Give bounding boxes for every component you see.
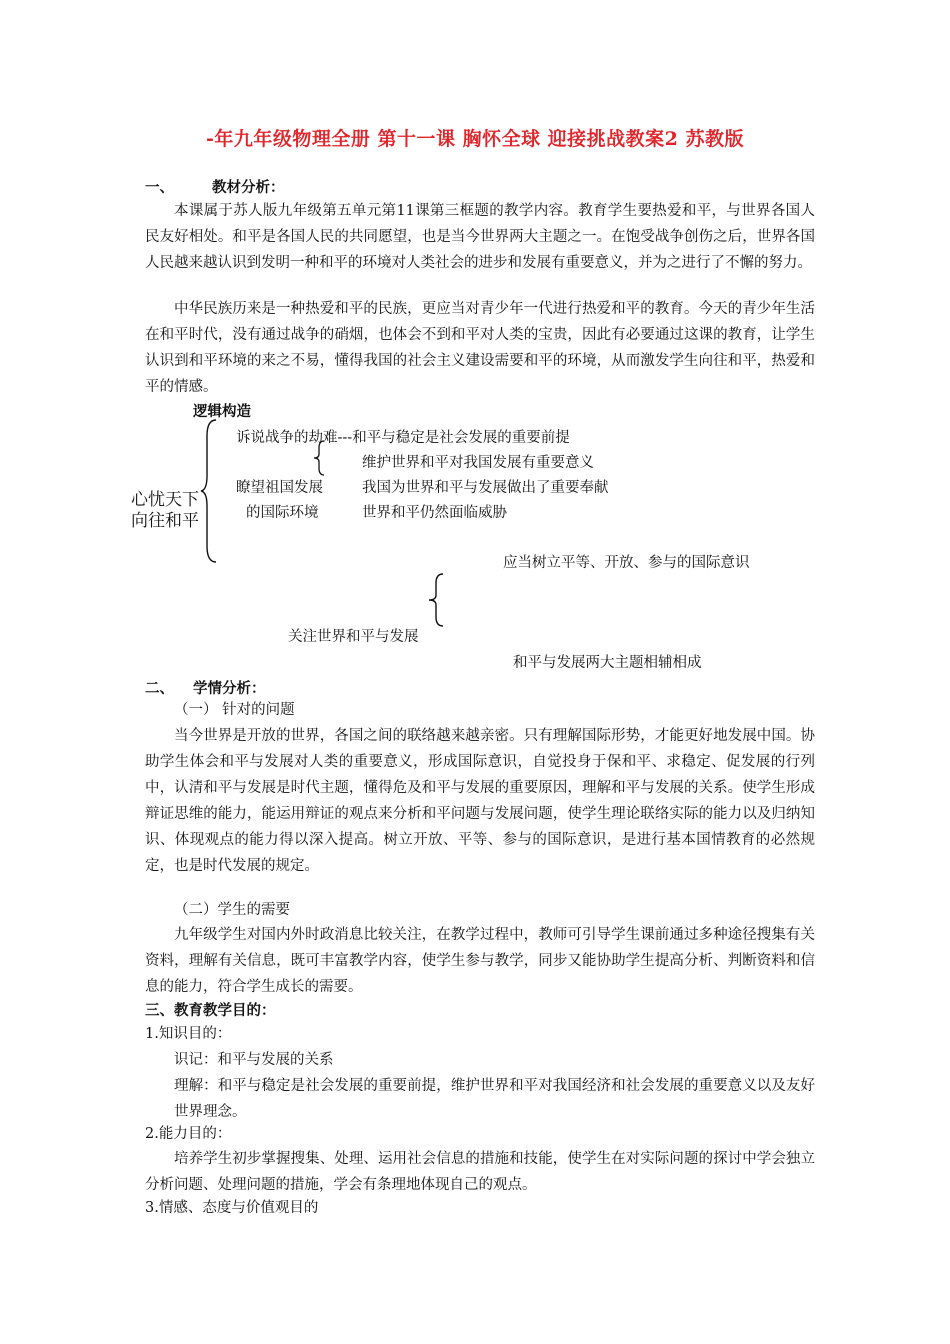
- small-brace-icon: [313, 440, 327, 476]
- logic-root: [131, 490, 199, 532]
- logic-root-line2: 向往和平: [131, 511, 199, 531]
- brace-icon: [428, 573, 446, 627]
- section3-item2-heading: 2.能力目的：: [145, 1126, 232, 1142]
- section1-paragraph2: 中华民族历来是一种热爱和平的民族，更应当对青少年一代进行热爱和平的教育。今天的青少年生活在和平时代，没有通过战争的硝烟，也体会不到和平对人类的宝贵，因此有必要通过这课的教育，让学生认识到和平环境的来之不易，懂得我国的社会主义建设需要和平的环境，从而激发学生向往和平，热爱和平的情感。: [145, 301, 815, 395]
- logic-sub2: 我国为世界和平与发展做出了重要奉献: [362, 480, 609, 496]
- section2-sub1-paragraph: 当今世界是开放的世界，各国之间的联络越来越亲密。只有理解国际形势，才能更好地发展中国。协助学生体会和平与发展对人类的重要意义，形成国际意识，自觉投身于保和平、求稳定、促发展的行列中，认清和平与发展是时代主题，懂得危及和平与发展的重要原因，理解和平与发展的关系。使学生形成辩证思维的能力，能运用辩证的观点来分析和平问题与发展问题，使学生理论联络实际的能力以及归纳知识、体现观点的能力得以深入提高。树立开放、平等、参与的国际意识，是进行基本国情教育的必然规定，也是时代发展的规定。: [145, 728, 815, 874]
- logic-item2-line1: 瞭望祖国发展: [236, 480, 323, 496]
- logic-root-line1: 心忧天下: [131, 490, 199, 510]
- section3-item1-heading: 1.知识目的：: [145, 1026, 232, 1042]
- section1-heading: 教材分析：: [212, 179, 285, 196]
- page-title: -年九年级物理全册 第十一课 胸怀全球 迎接挑战教案2 苏教版: [205, 128, 745, 150]
- section3-item3-heading: 3.情感、态度与价值观目的: [145, 1200, 319, 1216]
- logic-sub5: 和平与发展两大主题相辅相成: [513, 655, 702, 671]
- logic-sub4: 应当树立平等、开放、参与的国际意识: [503, 555, 750, 571]
- logic-heading: 逻辑构造: [193, 403, 251, 420]
- section3-item1-line2-wrap: [174, 1073, 815, 1125]
- section2-number: 二、: [145, 680, 174, 697]
- logic-item1: 诉说战争的劫难---和平与稳定是社会发展的重要前提: [236, 430, 570, 446]
- section3-item1-line1: 识记：和平与发展的关系: [174, 1052, 334, 1068]
- section2-heading: 学情分析：: [193, 680, 266, 697]
- logic-sub3: 世界和平仍然面临威胁: [362, 505, 507, 521]
- section3-heading: 三、教育教学目的：: [145, 1002, 276, 1019]
- section1-paragraph1: 本课属于苏人版九年级第五单元第11课第三框题的教学内容。教育学生要热爱和平，与世界各国人民友好相处。和平是各国人民的共同愿望，也是当今世界两大主题之一。在饱受战争创伤之后，世界各国人民越来越认识到发明一种和平的环境对人类社会的进步和发展有重要意义，并为之进行了不懈的努力。: [145, 203, 815, 271]
- section3-item2-paragraph: 培养学生初步掌握搜集、处理、运用社会信息的措施和技能，使学生在对实际问题的探讨中学会独立分析问题、处理问题的措施，学会有条理地体现自己的观点。: [145, 1151, 815, 1193]
- large-brace-icon: [200, 418, 220, 564]
- section2-sub2-paragraph: 九年级学生对国内外时政消息比较关注，在教学过程中，教师可引导学生课前通过多种途径搜集有关资料，理解有关信息，既可丰富教学内容，使学生参与教学，同步又能协助学生提高分析、判断资料和信息的能力，符合学生成长的需要。: [145, 927, 815, 995]
- section2-sub2-heading: （二）学生的需要: [174, 902, 290, 918]
- section2-sub1-heading: （一） 针对的问题: [174, 702, 295, 718]
- logic-item2-line2: 的国际环境: [246, 505, 319, 521]
- section3-item1-line2: 理解：和平与稳定是社会发展的重要前提，维护世界和平对我国经济和社会发展的重要意义以及友好世界理念。: [174, 1078, 815, 1120]
- logic-item3: 关注世界和平与发展: [288, 629, 419, 645]
- logic-sub1: 维护世界和平对我国发展有重要意义: [362, 455, 594, 471]
- section1-number: 一、: [145, 179, 174, 196]
